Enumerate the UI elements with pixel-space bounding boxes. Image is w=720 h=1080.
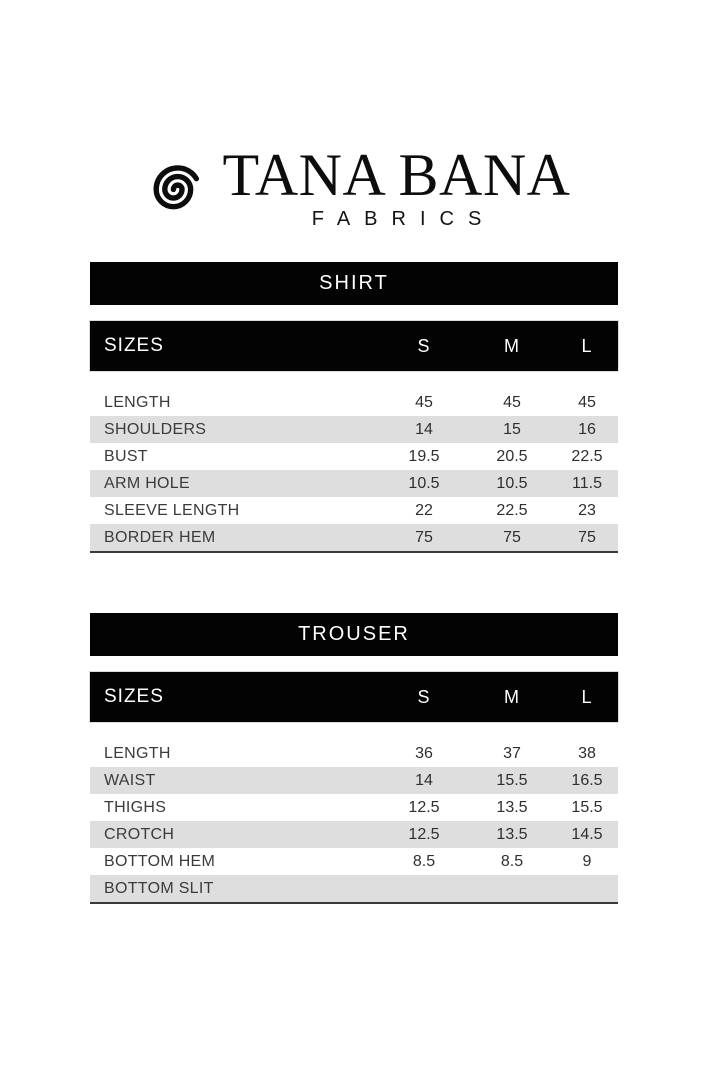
measure-label: BORDER HEM xyxy=(104,528,216,546)
measure-label: THIGHS xyxy=(104,798,167,816)
table-row xyxy=(90,794,618,821)
value-s: 12.5 xyxy=(408,798,440,816)
brand-subtitle: FABRICS xyxy=(311,208,496,230)
table-row xyxy=(90,497,618,524)
value-l: 14.5 xyxy=(571,825,603,843)
measure-label: BUST xyxy=(104,447,148,465)
value-s: 75 xyxy=(415,528,433,546)
table-row xyxy=(90,875,618,902)
value-s: 12.5 xyxy=(408,825,440,843)
brand-text xyxy=(222,142,571,231)
measure-label: BOTTOM HEM xyxy=(104,852,216,870)
shirt-section xyxy=(90,262,618,553)
value-m: 8.5 xyxy=(500,852,524,870)
measure-label: CROTCH xyxy=(104,825,175,843)
value-s: 14 xyxy=(415,771,433,789)
value-l: 22.5 xyxy=(571,447,603,465)
shirt-section-title: SHIRT xyxy=(90,262,618,305)
value-m: 75 xyxy=(503,528,521,546)
measure-label: BOTTOM SLIT xyxy=(104,879,214,897)
trouser-measurements-table xyxy=(90,740,618,904)
size-column-l: L xyxy=(581,686,593,707)
measure-label: ARM HOLE xyxy=(104,474,190,492)
value-s: 22 xyxy=(415,501,433,519)
shirt-sizes-header-row xyxy=(90,321,618,371)
table-row xyxy=(90,524,618,551)
measure-label: SHOULDERS xyxy=(104,420,207,438)
table-row xyxy=(90,821,618,848)
value-m: 13.5 xyxy=(496,798,528,816)
value-s: 45 xyxy=(415,393,433,411)
sizes-label: SIZES xyxy=(104,686,164,707)
value-m: 45 xyxy=(503,393,521,411)
size-column-l: L xyxy=(581,335,593,356)
brand-name: TANA BANA xyxy=(222,142,571,208)
table-row xyxy=(90,767,618,794)
value-m: 15 xyxy=(503,420,521,438)
value-m: 15.5 xyxy=(496,771,528,789)
value-l: 16.5 xyxy=(571,771,603,789)
sizes-label: SIZES xyxy=(104,335,164,356)
brand-logo xyxy=(0,142,720,230)
value-m: 13.5 xyxy=(496,825,528,843)
measure-label: WAIST xyxy=(104,771,156,789)
value-l: 11.5 xyxy=(572,474,602,492)
trouser-section-title: TROUSER xyxy=(90,613,618,656)
value-l: 16 xyxy=(578,420,596,438)
value-s: 8.5 xyxy=(412,852,436,870)
value-s: 36 xyxy=(415,744,433,762)
value-m: 22.5 xyxy=(496,501,528,519)
value-l: 75 xyxy=(578,528,596,546)
value-l: 9 xyxy=(582,852,592,870)
value-l: 15.5 xyxy=(571,798,603,816)
measure-label: LENGTH xyxy=(104,393,171,411)
table-row xyxy=(90,389,618,416)
table-row xyxy=(90,470,618,497)
measure-label: LENGTH xyxy=(104,744,171,762)
value-m: 20.5 xyxy=(496,447,528,465)
table-row xyxy=(90,416,618,443)
size-column-m: M xyxy=(504,335,520,356)
value-s: 10.5 xyxy=(408,474,440,492)
table-row xyxy=(90,740,618,767)
size-column-m: M xyxy=(504,686,520,707)
value-s: 19.5 xyxy=(408,447,440,465)
trouser-section xyxy=(90,613,618,904)
size-column-s: S xyxy=(417,686,431,707)
spiral-logo-icon xyxy=(149,159,205,217)
shirt-measurements-table xyxy=(90,389,618,553)
measure-label: SLEEVE LENGTH xyxy=(104,501,240,519)
size-column-s: S xyxy=(417,335,431,356)
table-row xyxy=(90,848,618,875)
value-m: 37 xyxy=(503,744,521,762)
value-s: 14 xyxy=(415,420,433,438)
value-l: 23 xyxy=(578,501,596,519)
value-l: 38 xyxy=(578,744,596,762)
value-m: 10.5 xyxy=(496,474,528,492)
table-row xyxy=(90,443,618,470)
value-l: 45 xyxy=(578,393,596,411)
trouser-sizes-header-row xyxy=(90,672,618,722)
